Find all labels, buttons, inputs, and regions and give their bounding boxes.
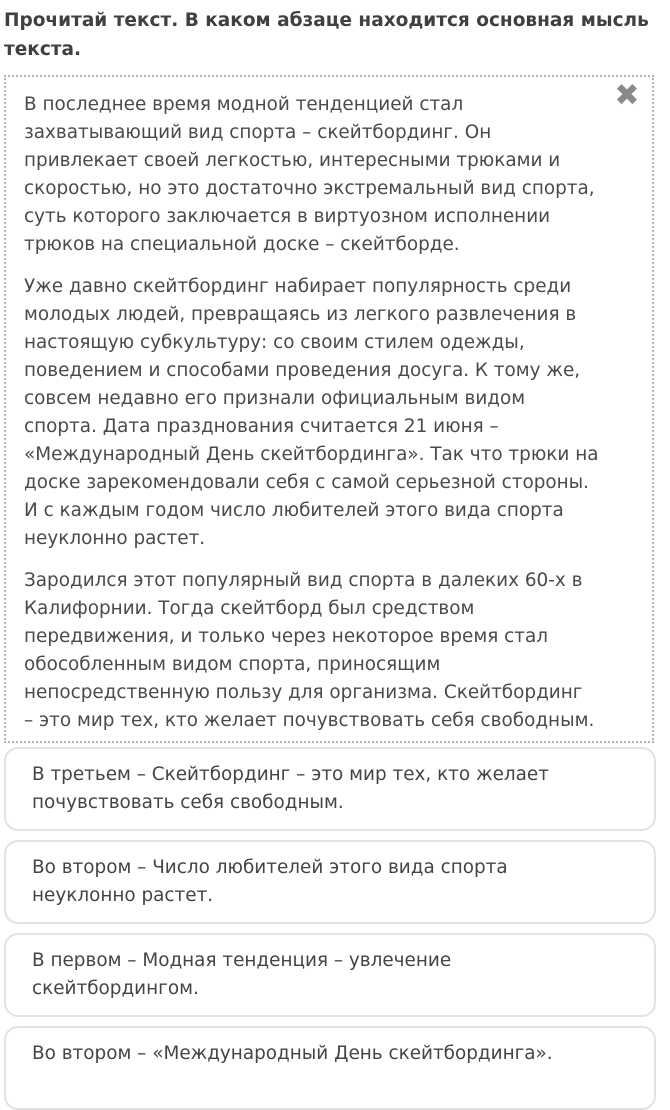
answer-option-4[interactable] bbox=[4, 1026, 656, 1110]
close-x-icon[interactable]: ✖ bbox=[614, 78, 640, 113]
question-title: Прочитай текст. В каком абзаце находится основная мысль текста. bbox=[4, 10, 649, 60]
answer-option-label: Во втором – Число любителей этого вида спорта неуклонно растет. bbox=[32, 857, 508, 906]
answer-option-label: В третьем – Скейтбординг – это мир тех, кто желает почувствовать себя свободным. bbox=[32, 764, 549, 813]
answer-option-3[interactable] bbox=[4, 933, 656, 1017]
answer-option-2[interactable] bbox=[4, 840, 656, 924]
answer-option-label: Во втором – «Международный День скейтбординга». bbox=[32, 1043, 553, 1064]
paragraph-1: В последнее время модной тенденцией стал захватывающий вид спорта – скейтбординг. Он привлекает своей легкостью, интересными трюками и скоростью, но это достаточно экстремальный вид спорта, суть которого заключается в виртуозном исполнении трюков на специальной доске – скейтборде. bbox=[24, 94, 595, 255]
answer-option-label: В первом – Модная тенденция – увлечение скейтбордингом. bbox=[32, 950, 452, 999]
paragraph-2: Уже давно скейтбординг набирает популярность среди молодых людей, превращаясь из легкого развлечения в настоящую субкультуру: со своим стилем одежды, поведением и способами проведения досуга. К тому же, совсем недавно его признали официальным видом спорта. Дата празднования считается 21 июня – «Международный День скейтбординга». Так что трюки на доске зарекомендовали себя с самой серьезной стороны. И с каждым годом число любителей этого вида спорта неуклонно растет. bbox=[24, 276, 599, 549]
text-panel bbox=[4, 75, 654, 743]
answer-option-1[interactable] bbox=[4, 747, 656, 831]
paragraph-3: Зародился этот популярный вид спорта в далеких 60-х в Калифорнии. Тогда скейтборд был средством передвижения, и только через некоторое время стал обособленным видом спорта, приносящим непосредственную пользу для организма. Скейтбординг – это мир тех, кто желает почувствовать себя свободным. bbox=[24, 570, 595, 731]
